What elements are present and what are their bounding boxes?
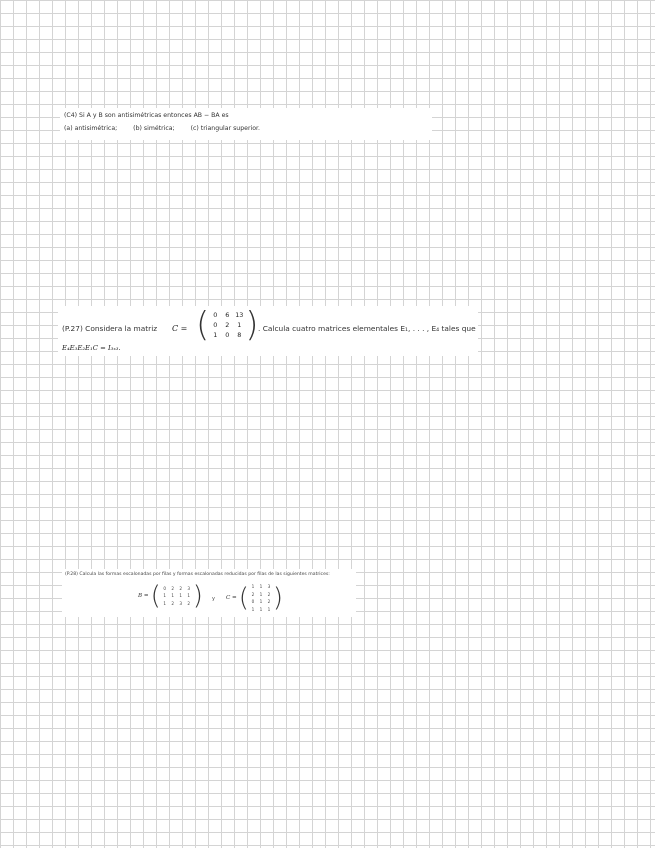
exercise-c4-options xyxy=(64,125,274,132)
left-paren: ( xyxy=(196,305,210,345)
right-paren: ) xyxy=(245,305,259,345)
matrix-cell: 0 xyxy=(163,585,167,591)
matrix-cell: 0 xyxy=(213,311,218,319)
matrix-cell: 1 xyxy=(163,593,167,599)
exercise-p27-instruction: . Calcula cuatro matrices elementales E₁, . . . , E₄ tales que xyxy=(258,324,476,333)
matrix-cell: 3 xyxy=(179,600,183,606)
matrix-b-body xyxy=(161,585,193,608)
option-c: (c) triangular superior. xyxy=(190,125,260,132)
matrix-c xyxy=(196,305,259,345)
matrix-cell: 2 xyxy=(267,591,271,597)
matrix-cell: 0 xyxy=(225,331,230,339)
matrix-row xyxy=(209,310,245,320)
matrix-b xyxy=(138,583,203,609)
matrix-cell: 6 xyxy=(225,311,230,319)
right-paren: ) xyxy=(272,583,284,613)
matrix-row xyxy=(249,591,273,599)
matrix-cell: 1 xyxy=(259,584,263,589)
matrix-cell: 2 xyxy=(251,591,255,597)
exercise-c4-statement: (C4) Si A y B son antisimétricas entonces AB − BA es xyxy=(64,112,229,119)
connector-word: y xyxy=(212,596,215,602)
exercise-p28-snippet xyxy=(62,569,356,617)
matrix-cell: 1 xyxy=(259,591,263,597)
matrix-cell: 8 xyxy=(237,331,242,339)
matrix-cell: 1 xyxy=(179,593,183,599)
matrix-cell: 1 xyxy=(163,600,167,606)
exercise-c4-snippet xyxy=(60,108,432,140)
matrix-cell: 2 xyxy=(225,321,230,329)
matrix-row xyxy=(249,583,273,591)
exercise-p27-equation: E₄E₃E₂E₁C = I₃ₓ₃. xyxy=(62,344,121,352)
matrix-row xyxy=(161,585,193,593)
matrix-cell: 1 xyxy=(259,599,263,604)
matrix-row xyxy=(209,320,245,330)
matrix-cell: 0 xyxy=(213,321,218,329)
matrix-cell: 1 xyxy=(251,584,255,589)
matrix-row xyxy=(249,606,273,614)
matrix-cell: 1 xyxy=(237,321,242,329)
matrix-row xyxy=(249,598,273,606)
matrix-c2-name: C = xyxy=(226,595,237,601)
matrix-b-name: B = xyxy=(138,593,149,599)
matrix-cell: 1 xyxy=(267,606,271,612)
option-a: (a) antisimétrica; xyxy=(64,125,118,132)
matrix-cell: 1 xyxy=(187,593,191,599)
matrix-cell: 3 xyxy=(267,584,271,589)
exercise-p27-label: (P.27) Considera la matriz xyxy=(62,324,158,333)
right-paren: ) xyxy=(192,581,203,611)
matrix-cell: 2 xyxy=(187,600,191,606)
left-paren: ( xyxy=(150,581,161,611)
matrix-cell: 2 xyxy=(179,585,183,591)
exercise-p28-statement: (P.28) Calcula las formas escalonadas por filas y formas escalonadas reducidas por filas de las siguientes matrices: xyxy=(65,572,330,577)
matrix-c2 xyxy=(226,583,283,613)
matrix-cell: 0 xyxy=(251,599,255,604)
matrix-c2-body xyxy=(249,583,273,613)
left-paren: ( xyxy=(238,583,249,613)
option-b: (b) simétrica; xyxy=(133,125,175,132)
matrix-cell: 2 xyxy=(267,599,271,604)
matrix-cell: 1 xyxy=(213,331,218,339)
matrix-cell: 2 xyxy=(171,585,175,591)
matrix-cell: 13 xyxy=(235,311,244,319)
matrix-cell: 1 xyxy=(171,593,175,599)
matrix-cell: 1 xyxy=(251,606,255,612)
matrix-cell: 2 xyxy=(171,600,175,606)
matrix-row xyxy=(161,600,193,608)
matrix-cell: 3 xyxy=(187,585,191,591)
matrix-cell: 1 xyxy=(259,606,263,612)
matrix-row xyxy=(161,592,193,600)
matrix-c-name: C = xyxy=(172,324,188,333)
matrix-c-body xyxy=(209,310,245,340)
matrix-row xyxy=(209,330,245,340)
exercise-p27-snippet xyxy=(58,306,478,356)
